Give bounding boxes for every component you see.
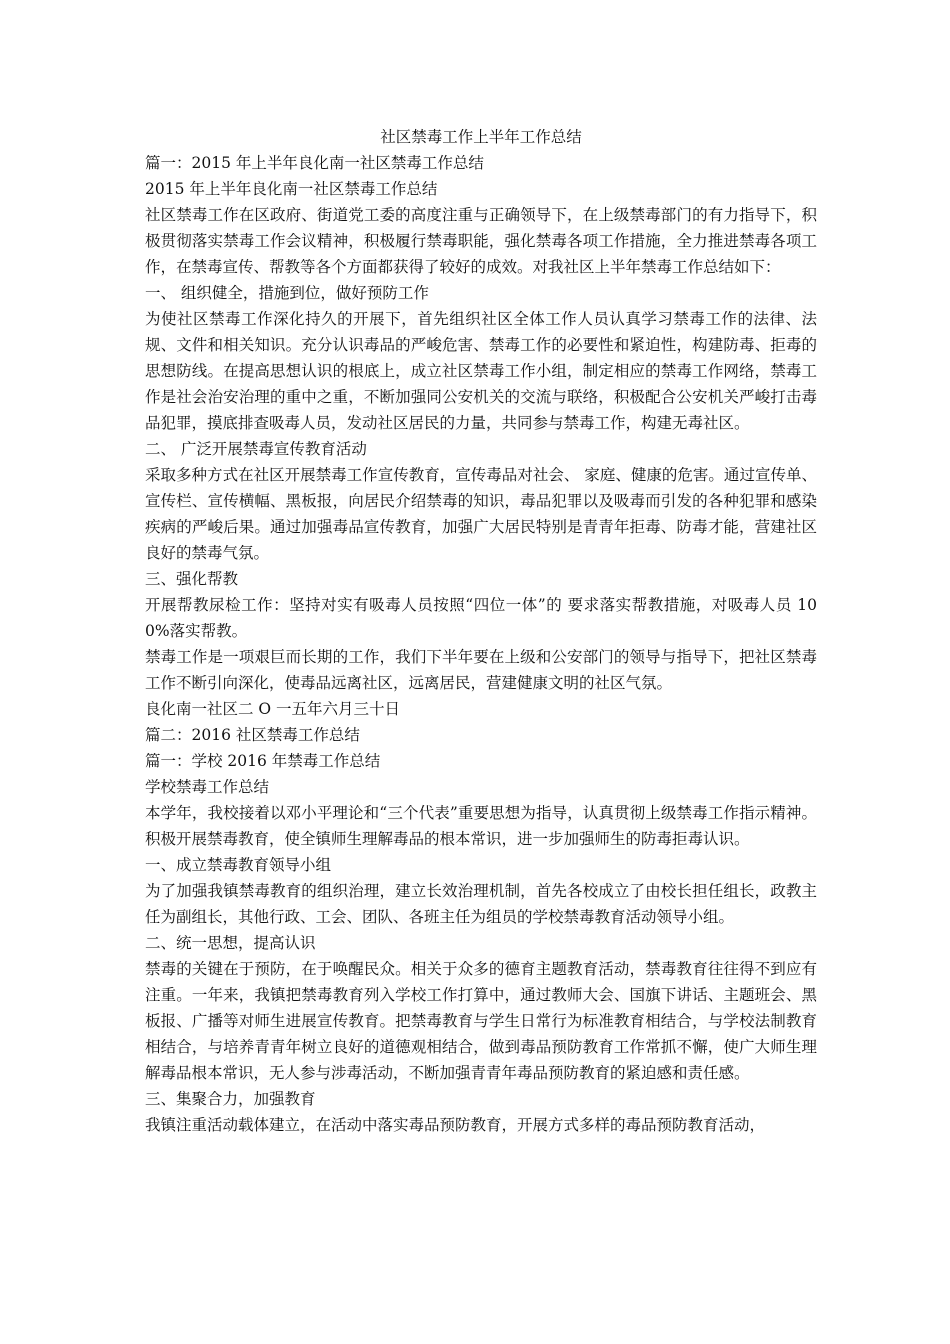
- paragraph-conclusion: 禁毒工作是一项艰巨而长期的工作，我们下半年要在上级和公安部门的领导与指导下，把社区禁毒工作不断引向深化，使毒品远离社区，远离居民，营建健康文明的社区气氛。: [145, 648, 817, 692]
- paragraph-assistance: 开展帮教尿检工作：坚持对实有吸毒人员按照“四位一体”的 要求落实帮教措施，对吸毒人员 100%落实帮教。: [145, 596, 817, 640]
- paragraph-leadership-group: 为了加强我镇禁毒教育的组织治理，建立长效治理机制，首先各校成立了由校长担任组长，政教主任为副组长，其他行政、工会、团队、各班主任为组员的学校禁毒教育活动领导小组。: [145, 882, 817, 926]
- section-heading-part-one: 篇一：2015 年上半年良化南一社区禁毒工作总结: [145, 154, 484, 172]
- heading-assistance: 三、强化帮教: [145, 570, 239, 588]
- heading-leadership-group: 一、成立禁毒教育领导小组: [145, 856, 332, 874]
- heading-publicity: 二、 广泛开展禁毒宣传教育活动: [145, 440, 367, 458]
- heading-strengthen-education: 三、集聚合力，加强教育: [145, 1090, 316, 1108]
- signature-date-line: 良化南一社区二 O 一五年六月三十日: [145, 700, 401, 718]
- heading-organization: 一、 组织健全，措施到位，做好预防工作: [145, 284, 429, 302]
- paragraph-unify-thinking: 禁毒的关键在于预防，在于唤醒民众。相关于众多的德育主题教育活动，禁毒教育往往得不到应有注重。一年来，我镇把禁毒教育列入学校工作打算中，通过教师大会、国旗下讲话、主题班会、黑板报、广播等对师生进展宣传教育。把禁毒教育与学生日常行为标准教育相结合，与学校法制教育相结合，与培养青青年树立良好的道德观相结合，做到毒品预防教育工作常抓不懈，使广大师生理解毒品根本常识，无人参与涉毒活动，不断加强青青年毒品预防教育的紧迫感和责任感。: [145, 960, 817, 1082]
- paragraph-intro: 社区禁毒工作在区政府、街道党工委的高度注重与正确领导下，在上级禁毒部门的有力指导下，积极贯彻落实禁毒工作会议精神，积极履行禁毒职能，强化禁毒各项工作措施，全力推进禁毒各项工作，在禁毒宣传、帮教等各个方面都获得了较好的成效。对我社区上半年禁毒工作总结如下：: [145, 206, 817, 276]
- heading-unify-thinking: 二、统一思想，提高认识: [145, 934, 316, 952]
- report-title-2015: 2015 年上半年良化南一社区禁毒工作总结: [145, 180, 438, 198]
- subheading-school-report: 篇一：学校 2016 年禁毒工作总结: [145, 752, 381, 770]
- school-report-title: 学校禁毒工作总结: [145, 778, 270, 796]
- paragraph-organization: 为使社区禁毒工作深化持久的开展下，首先组织社区全体工作人员认真学习禁毒工作的法律、法规、文件和相关知识。充分认识毒品的严峻危害、禁毒工作的必要性和紧迫性，构建防毒、拒毒的思想防线。在提高思想认识的根底上，成立社区禁毒工作小组，制定相应的禁毒工作网络，禁毒工作是社会治安治理的重中之重，不断加强同公安机关的交流与联络，积极配合公安机关严峻打击毒品犯罪，摸底排查吸毒人员，发动社区居民的力量，共同参与禁毒工作，构建无毒社区。: [145, 310, 817, 432]
- paragraph-activities: 我镇注重活动载体建立，在活动中落实毒品预防教育，开展方式多样的毒品预防教育活动，: [145, 1116, 766, 1134]
- paragraph-school-intro: 本学年，我校接着以邓小平理论和“三个代表”重要思想为指导，认真贯彻上级禁毒工作指示精神。积极开展禁毒教育，使全镇师生理解毒品的根本常识，进一步加强师生的防毒拒毒认识。: [145, 804, 817, 848]
- document-body: [145, 124, 817, 1138]
- paragraph-publicity: 采取多种方式在社区开展禁毒工作宣传教育，宣传毒品对社会、 家庭、健康的危害。通过宣传单、宣传栏、宣传横幅、黑板报，向居民介绍禁毒的知识，毒品犯罪以及吸毒而引发的各种犯罪和感染疾病的严峻后果。通过加强毒品宣传教育，加强广大居民特别是青青年拒毒、防毒才能，营建社区良好的禁毒气氛。: [145, 466, 817, 562]
- document-title: 社区禁毒工作上半年工作总结: [380, 128, 582, 146]
- section-heading-part-two: 篇二：2016 社区禁毒工作总结: [145, 726, 360, 744]
